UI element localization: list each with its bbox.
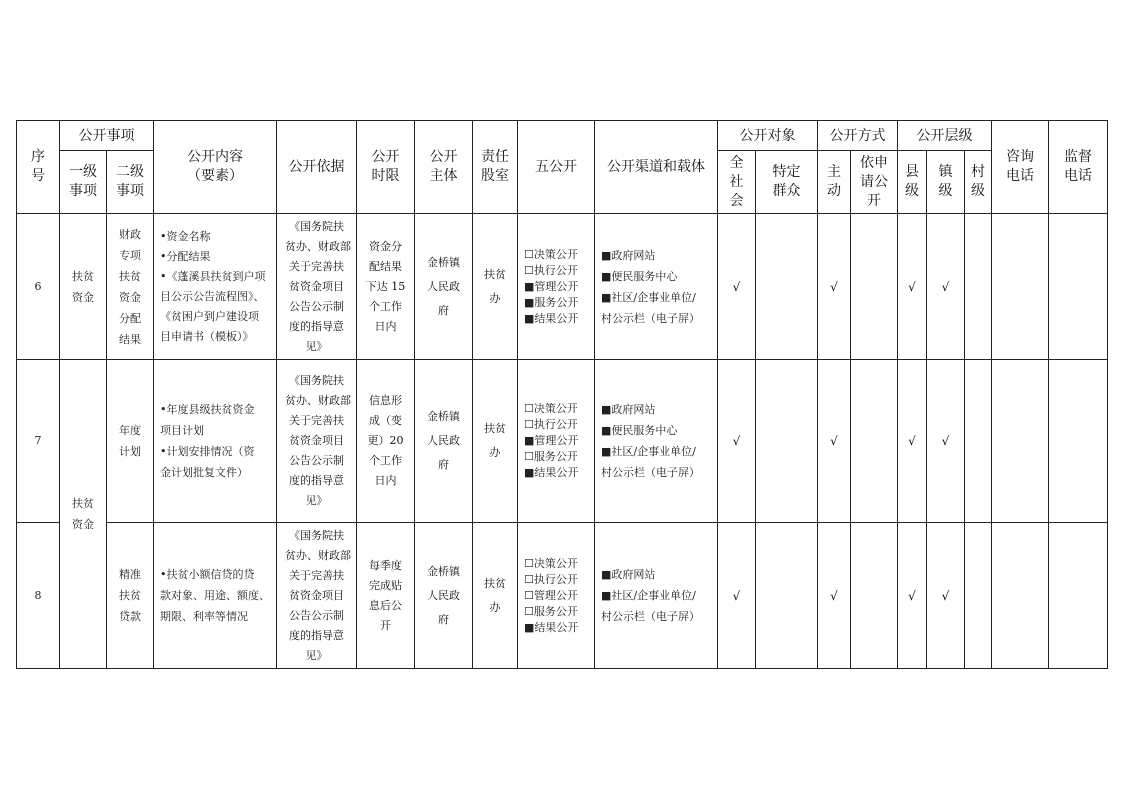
dept-cell: 扶贫 办 bbox=[473, 523, 518, 669]
five-open-item: ■结果公开 bbox=[524, 620, 579, 634]
supervise-phone bbox=[1049, 360, 1108, 523]
level-county-check: √ bbox=[898, 214, 927, 360]
mode-apply-check bbox=[851, 214, 898, 360]
table-row bbox=[17, 214, 1108, 360]
target-specific-check bbox=[756, 523, 818, 669]
five-open-item: ☐服务公开 bbox=[524, 604, 578, 618]
five-open-item: ■管理公开 bbox=[524, 434, 579, 447]
table-row bbox=[17, 360, 1108, 523]
header-level1: 一级 事项 bbox=[60, 151, 107, 214]
five-open-item: ☐执行公开 bbox=[524, 263, 578, 277]
header-level-county: 县 级 bbox=[898, 151, 927, 214]
target-specific-check bbox=[756, 214, 818, 360]
basis-cell: 《国务院扶 贫办、财政部 关于完善扶 贫资金项目 公告公示制 度的指导意 见》 bbox=[277, 523, 357, 669]
header-level2: 二级 事项 bbox=[107, 151, 154, 214]
row-number: 6 bbox=[17, 214, 60, 360]
target-specific-check bbox=[756, 360, 818, 523]
supervise-phone bbox=[1049, 523, 1108, 669]
level1-item: 扶贫 资金 bbox=[60, 214, 107, 360]
five-open-item: ■结果公开 bbox=[524, 311, 579, 325]
header-content: 公开内容 （要素） bbox=[154, 121, 277, 214]
time-limit-cell: 每季度 完成贴 息后公 开 bbox=[357, 523, 415, 669]
five-open-cell bbox=[518, 214, 595, 360]
checkbox-icon: ☐ bbox=[524, 263, 534, 277]
checkbox-icon: ■ bbox=[524, 434, 535, 447]
five-open-cell bbox=[518, 360, 595, 523]
header-dept: 责任 股室 bbox=[473, 121, 518, 214]
consult-phone bbox=[992, 360, 1049, 523]
header-target-all: 全 社 会 bbox=[718, 151, 756, 214]
level-town-check: √ bbox=[927, 360, 965, 523]
header-row-1 bbox=[17, 121, 1108, 151]
level-village-check bbox=[965, 523, 992, 669]
header-mode-active: 主 动 bbox=[818, 151, 851, 214]
five-open-item: ☐执行公开 bbox=[524, 572, 578, 586]
channel-cell: ■政府网站 ■便民服务中心 ■社区/企事业单位/ 村公示栏（电子屏） bbox=[595, 214, 718, 360]
mode-apply-check bbox=[851, 523, 898, 669]
consult-phone bbox=[992, 523, 1049, 669]
checkbox-icon: ☐ bbox=[524, 556, 534, 570]
five-open-item: ☐决策公开 bbox=[524, 402, 578, 415]
row-number: 7 bbox=[17, 360, 60, 523]
level-county-check: √ bbox=[898, 360, 927, 523]
five-open-item: ■管理公开 bbox=[524, 279, 579, 293]
checkbox-icon: ■ bbox=[524, 295, 535, 309]
checkbox-icon: ☐ bbox=[524, 604, 534, 618]
header-matter-group: 公开事项 bbox=[60, 121, 154, 151]
header-subject: 公开 主体 bbox=[415, 121, 473, 214]
content-cell: •资金名称 •分配结果 •《蓬溪县扶贫到户项 目公示公告流程图》、 《贫困户到户建设项 目申请书（模板）》 bbox=[154, 214, 277, 360]
five-open-item: ☐决策公开 bbox=[524, 556, 578, 570]
header-level-group: 公开层级 bbox=[898, 121, 992, 151]
header-five-open: 五公开 bbox=[518, 121, 595, 214]
header-channel: 公开渠道和载体 bbox=[595, 121, 718, 214]
five-open-item: ■服务公开 bbox=[524, 295, 579, 309]
time-limit-cell: 资金分 配结果 下达 15 个工作 日内 bbox=[357, 214, 415, 360]
basis-cell: 《国务院扶 贫办、财政部 关于完善扶 贫资金项目 公告公示制 度的指导意 见》 bbox=[277, 214, 357, 360]
consult-phone bbox=[992, 214, 1049, 360]
five-open-item: ☐执行公开 bbox=[524, 418, 578, 431]
checkbox-icon: ☐ bbox=[524, 588, 534, 602]
level-village-check bbox=[965, 214, 992, 360]
mode-active-check: √ bbox=[818, 523, 851, 669]
checkbox-icon: ☐ bbox=[524, 450, 534, 463]
disclosure-table bbox=[16, 120, 1108, 669]
header-mode-apply: 依申 请公 开 bbox=[851, 151, 898, 214]
supervise-phone bbox=[1049, 214, 1108, 360]
header-target-group: 公开对象 bbox=[718, 121, 818, 151]
level1-item: 扶贫 资金 bbox=[60, 360, 107, 669]
content-cell: •年度县级扶贫资金 项目计划 •计划安排情况（资 金计划批复文件） bbox=[154, 360, 277, 523]
five-open-item: ☐管理公开 bbox=[524, 588, 578, 602]
checkbox-icon: ■ bbox=[524, 466, 535, 479]
channel-cell: ■政府网站 ■便民服务中心 ■社区/企事业单位/ 村公示栏（电子屏） bbox=[595, 360, 718, 523]
header-consult: 咨询 电话 bbox=[992, 121, 1049, 214]
header-level-village: 村 级 bbox=[965, 151, 992, 214]
checkbox-icon: ☐ bbox=[524, 572, 534, 586]
checkbox-icon: ☐ bbox=[524, 247, 534, 261]
five-open-item: ☐决策公开 bbox=[524, 247, 578, 261]
five-open-cell bbox=[518, 523, 595, 669]
level2-item: 财政 专项 扶贫 资金 分配 结果 bbox=[107, 214, 154, 360]
subject-cell: 金桥镇 人民政 府 bbox=[415, 523, 473, 669]
subject-cell: 金桥镇 人民政 府 bbox=[415, 214, 473, 360]
dept-cell: 扶贫 办 bbox=[473, 214, 518, 360]
mode-active-check: √ bbox=[818, 214, 851, 360]
row-number: 8 bbox=[17, 523, 60, 669]
level-town-check: √ bbox=[927, 523, 965, 669]
time-limit-cell: 信息形 成（变 更）20 个工作 日内 bbox=[357, 360, 415, 523]
level-county-check: √ bbox=[898, 523, 927, 669]
checkbox-icon: ■ bbox=[524, 279, 535, 293]
mode-apply-check bbox=[851, 360, 898, 523]
target-all-check: √ bbox=[718, 214, 756, 360]
target-all-check: √ bbox=[718, 523, 756, 669]
level2-item: 年度 计划 bbox=[107, 360, 154, 523]
header-level-town: 镇 级 bbox=[927, 151, 965, 214]
channel-cell: ■政府网站 ■社区/企事业单位/ 村公示栏（电子屏） bbox=[595, 523, 718, 669]
five-open-item: ■结果公开 bbox=[524, 466, 579, 479]
header-no: 序 号 bbox=[17, 121, 60, 214]
checkbox-icon: ☐ bbox=[524, 418, 534, 431]
checkbox-icon: ■ bbox=[524, 620, 535, 634]
content-cell: •扶贫小额信贷的贷 款对象、用途、额度、 期限、利率等情况 bbox=[154, 523, 277, 669]
table-row bbox=[17, 523, 1108, 669]
header-time-limit: 公开 时限 bbox=[357, 121, 415, 214]
header-supervise: 监督 电话 bbox=[1049, 121, 1108, 214]
basis-cell: 《国务院扶 贫办、财政部 关于完善扶 贫资金项目 公告公示制 度的指导意 见》 bbox=[277, 360, 357, 523]
dept-cell: 扶贫 办 bbox=[473, 360, 518, 523]
level-village-check bbox=[965, 360, 992, 523]
header-basis: 公开依据 bbox=[277, 121, 357, 214]
five-open-item: ☐服务公开 bbox=[524, 450, 578, 463]
checkbox-icon: ■ bbox=[524, 311, 535, 325]
target-all-check: √ bbox=[718, 360, 756, 523]
level-town-check: √ bbox=[927, 214, 965, 360]
mode-active-check: √ bbox=[818, 360, 851, 523]
header-mode-group: 公开方式 bbox=[818, 121, 898, 151]
checkbox-icon: ☐ bbox=[524, 402, 534, 415]
subject-cell: 金桥镇 人民政 府 bbox=[415, 360, 473, 523]
level2-item: 精准 扶贫 贷款 bbox=[107, 523, 154, 669]
header-target-specific: 特定 群众 bbox=[756, 151, 818, 214]
